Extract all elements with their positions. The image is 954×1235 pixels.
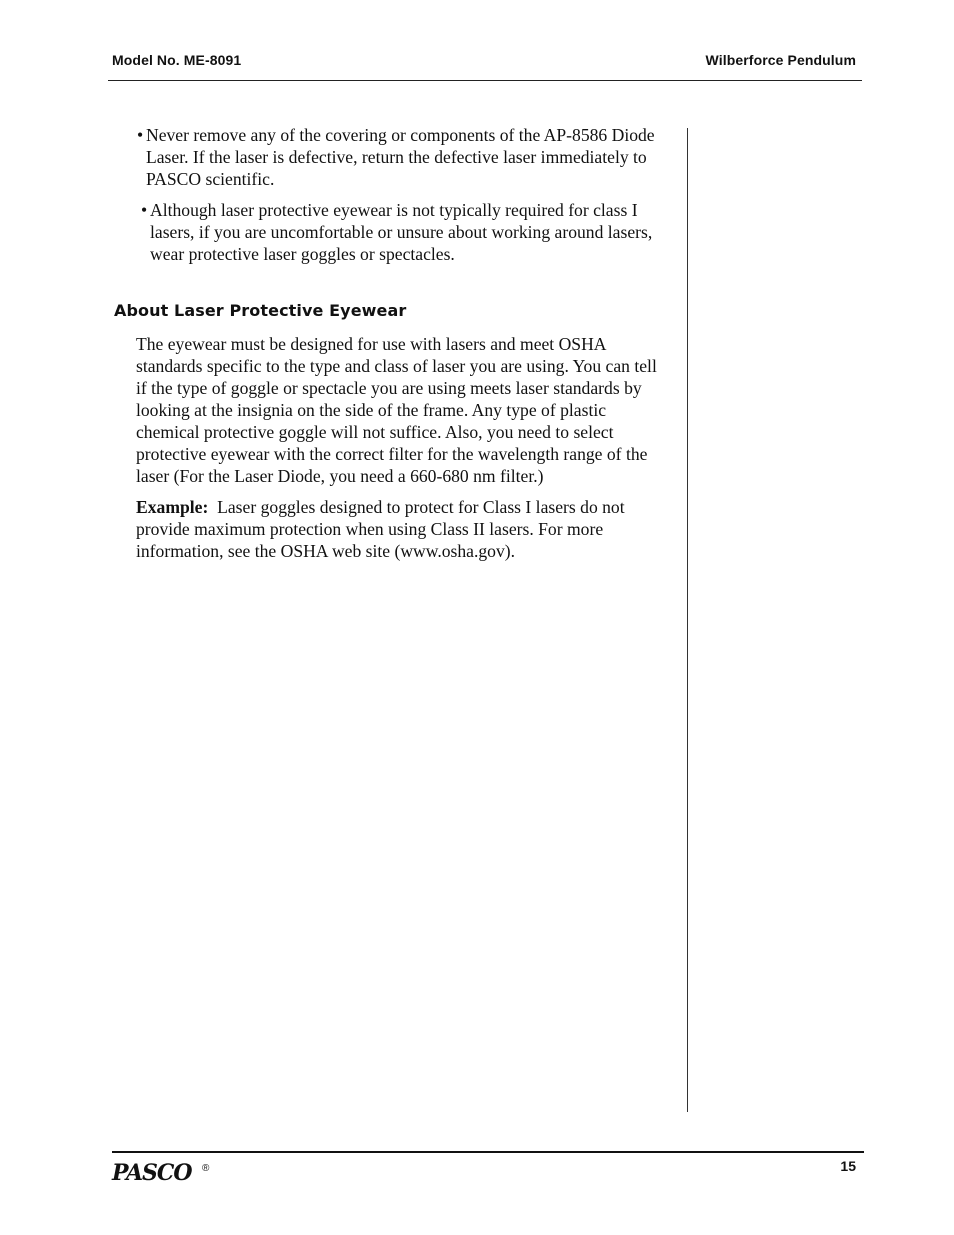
header-model-number: Model No. ME-8091 bbox=[112, 52, 242, 68]
eyewear-description-paragraph: The eyewear must be designed for use with lasers and meet OSHA standards specific to the type and class of laser you are using. You can tell if the type of goggle or spectacle you are using meets laser standards by looking at the insignia on the side of the frame. Any type of plastic chemical protective goggle will not suffice. Also, you need to select protective eyewear with the correct filter for the wavelength range of the laser (For the Laser Diode, you need a 660-680 nm filter.) bbox=[136, 334, 657, 486]
pasco-logo: PASCO bbox=[112, 1160, 192, 1186]
bullet-item-eyewear-recommendation bbox=[141, 199, 680, 265]
bullet-text: Although laser protective eyewear is not typically required for class I lasers, if you are uncomfortable or unsure about working around lasers, wear protective laser goggles or spectacles. bbox=[150, 200, 653, 264]
footer-divider bbox=[112, 1151, 864, 1153]
bullet-item-laser-covering bbox=[137, 124, 676, 190]
example-text: Laser goggles designed to protect for Class I lasers do not provide maximum protection when using Class II lasers. For more information, see the OSHA web site (www.osha.gov). bbox=[136, 497, 625, 561]
example-paragraph bbox=[136, 496, 668, 562]
margin-divider bbox=[687, 128, 688, 1112]
bullet-icon: • bbox=[141, 200, 148, 220]
header-divider bbox=[108, 80, 862, 81]
section-heading: About Laser Protective Eyewear bbox=[114, 301, 407, 320]
example-label: Example: bbox=[136, 497, 209, 517]
bullet-text: Never remove any of the covering or components of the AP-8586 Diode Laser. If the laser is defective, return the defective laser immediately to PASCO scientific. bbox=[146, 125, 655, 189]
page-number: 15 bbox=[840, 1158, 856, 1174]
bullet-icon: • bbox=[137, 125, 144, 145]
header-document-title: Wilberforce Pendulum bbox=[705, 52, 856, 68]
registered-mark: ® bbox=[202, 1163, 210, 1174]
